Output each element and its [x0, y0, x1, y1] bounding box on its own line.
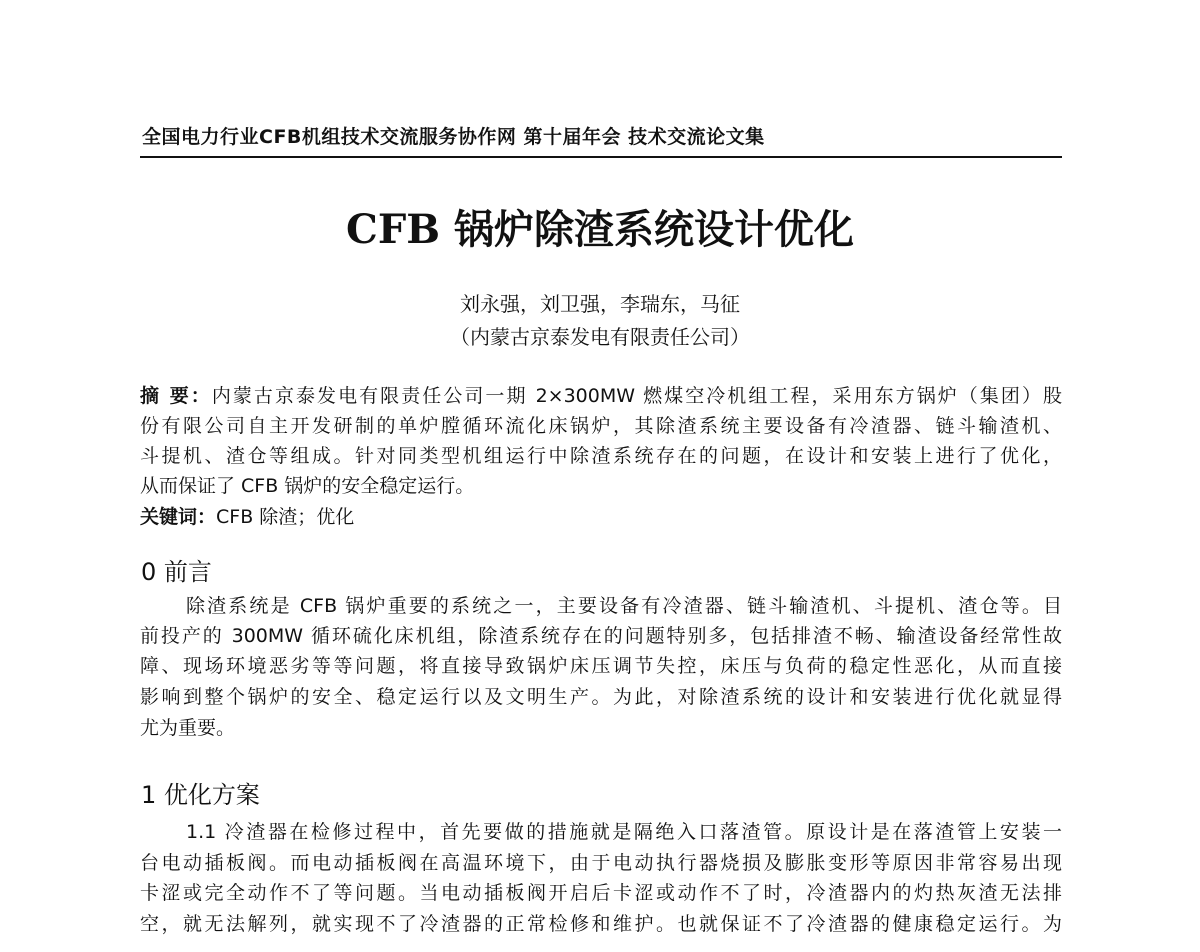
keywords: 关键词：CFB 除渣；优化: [140, 506, 355, 528]
header-rule: [140, 156, 1062, 158]
keywords-label: 关键词：: [140, 506, 217, 528]
abstract-line: 从而保证了 CFB 锅炉的安全稳定运行。: [140, 475, 475, 497]
abstract-line: 斗提机、渣仓等组成。针对同类型机组运行中除渣系统存在的问题，在设计和安装上进行了优化，: [140, 445, 1062, 467]
section-heading: 0 前言: [141, 558, 212, 586]
paper-title: CFB 锅炉除渣系统设计优化: [346, 206, 854, 253]
affiliation: （内蒙古京泰发电有限责任公司）: [450, 325, 750, 349]
body-line: 尤为重要。: [140, 717, 236, 739]
abstract-label: 摘 要：: [140, 385, 212, 407]
body-line: 障、现场环境恶劣等等问题，将直接导致锅炉床压调节失控，床压与负荷的稳定性恶化，从而直接: [140, 655, 1062, 677]
running-header: 全国电力行业CFB机组技术交流服务协作网 第十届年会 技术交流论文集: [142, 126, 765, 148]
body-line: 1.1 冷渣器在检修过程中，首先要做的措施就是隔绝入口落渣管。原设计是在落渣管上安装一: [186, 821, 1062, 843]
body-line: 台电动插板阀。而电动插板阀在高温环境下，由于电动执行器烧损及膨胀变形等原因非常容易出现: [140, 852, 1062, 874]
body-line: 空，就无法解列，就实现不了冷渣器的正常检修和维护。也就保证不了冷渣器的健康稳定运行。为: [140, 913, 1062, 935]
abstract-line: 份有限公司自主开发研制的单炉膛循环流化床锅炉，其除渣系统主要设备有冷渣器、链斗输渣机、: [140, 415, 1062, 437]
body-line: 前投产的 300MW 循环硫化床机组，除渣系统存在的问题特别多，包括排渣不畅、输渣设备经常性故: [140, 625, 1062, 647]
body-line: 除渣系统是 CFB 锅炉重要的系统之一，主要设备有冷渣器、链斗输渣机、斗提机、渣仓等。目: [186, 595, 1062, 617]
body-line: 卡涩或完全动作不了等问题。当电动插板阀开启后卡涩或动作不了时，冷渣器内的灼热灰渣无法排: [140, 882, 1062, 904]
abstract-line: 摘 要：内蒙古京泰发电有限责任公司一期 2×300MW 燃煤空冷机组工程，采用东方锅炉（集团）股: [140, 385, 1062, 407]
section-heading: 1 优化方案: [141, 781, 260, 809]
authors: 刘永强，刘卫强，李瑞东，马征: [460, 292, 740, 316]
body-line: 影响到整个锅炉的安全、稳定运行以及文明生产。为此，对除渣系统的设计和安装进行优化就显得: [140, 686, 1062, 708]
